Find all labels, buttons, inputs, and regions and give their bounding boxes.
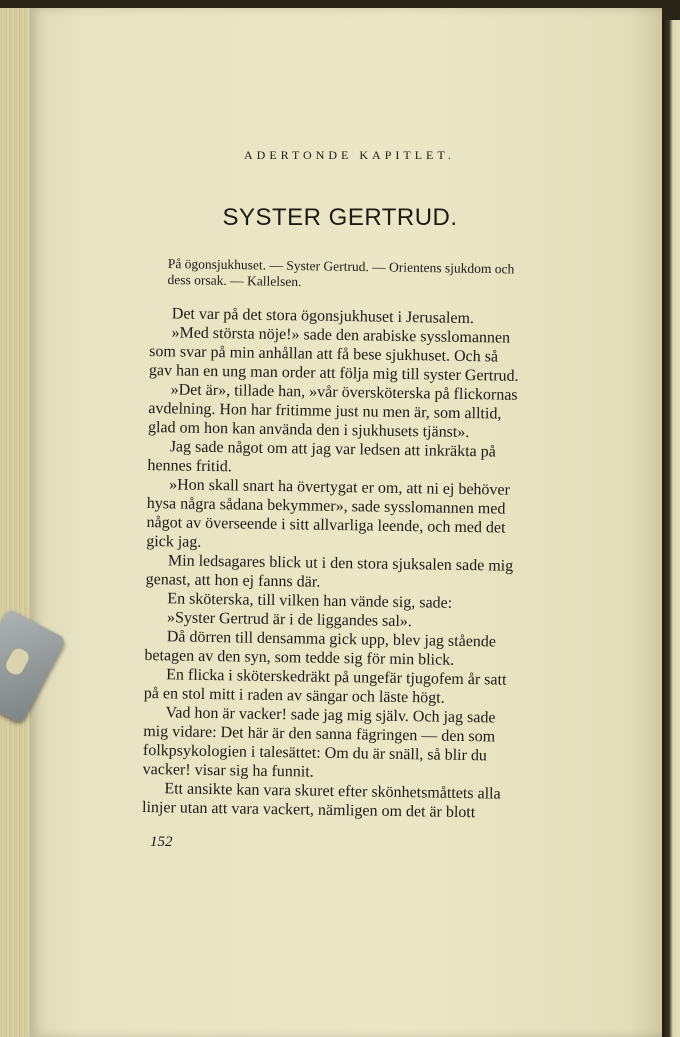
body-line: Ett ansikte kan vara skuret efter skönhetsmåttets alla <box>164 780 501 803</box>
page-number: 152 <box>150 834 173 850</box>
body-line: något av överseende i sitt allvarliga leende, och med det <box>146 513 506 537</box>
chapter-title: SYSTER GERTRUD. <box>222 204 458 231</box>
body-line: Min ledsagares blick ut i den stora sjuksalen sade mig <box>167 552 514 575</box>
synopsis-line: dess orsak. — Kallelsen. <box>167 271 302 290</box>
body-line: Det var på det stora ögonsjukhuset i Jerusalem. <box>171 305 475 328</box>
body-text <box>142 304 596 824</box>
facing-page-edge <box>662 20 680 1037</box>
body-line: Jag sade något om att jag var ledsen att inkräkta på <box>169 438 496 461</box>
chapter-synopsis <box>167 256 597 295</box>
body-line: betagen av den syn, som tedde sig för min blick. <box>144 646 455 669</box>
body-line: »Med största nöje!» sade den arabiske sysslomannen <box>171 324 511 347</box>
body-line: på en stol mitt i raden av sängar och läste högt. <box>143 684 445 707</box>
body-line: folkpsykologien i talesättet: Om du är snäll, så blir du <box>142 741 488 765</box>
chapter-heading: ADERTONDE KAPITLET. <box>244 148 455 162</box>
body-line: som svar på min anhållan att få bese sjukhuset. Och så <box>149 342 499 366</box>
body-line: hennes fritid. <box>147 456 233 476</box>
body-line: hysa några sådana bekymmer», sade sysslomannen med <box>146 494 506 518</box>
body-line: »Syster Gertrud är i de liggandes sal». <box>166 609 413 631</box>
body-line: En sköterska, till vilken han vände sig, sade: <box>167 590 453 612</box>
synopsis-line: På ögonsjukhuset. — Syster Gertrud. — Orientens sjukdom och <box>167 256 515 277</box>
body-line: gick jag. <box>146 532 202 551</box>
body-line: mig vidare: Det här är den sanna fägringen — den som <box>143 722 496 746</box>
body-line: glad om hon kan använda den i sjukhusets tjänst». <box>147 418 470 442</box>
body-line: »Det är», tillade han, »vår översköterska på flickornas <box>170 381 518 404</box>
body-line: vacker! visar sig ha funnit. <box>142 760 314 781</box>
body-line: linjer utan att vara vackert, nämligen om det är blott <box>141 798 476 822</box>
body-line: En flicka i sköterskedräkt på ungefär tjugofem år satt <box>166 666 507 689</box>
body-line: genast, att hon ej fanns där. <box>145 570 321 591</box>
body-line: gav han en ung man order att följa mig till syster Gertrud. <box>148 361 519 385</box>
body-line: Vad hon är vacker! sade jag mig själv. Och jag sade <box>165 704 496 727</box>
body-line: Då dörren till densamma gick upp, blev jag stående <box>166 628 497 651</box>
body-line: »Hon skall snart ha övertygat er om, att ni ej behöver <box>169 476 511 499</box>
body-line: avdelning. Hon har fritimme just nu men är, som alltid, <box>148 399 502 423</box>
